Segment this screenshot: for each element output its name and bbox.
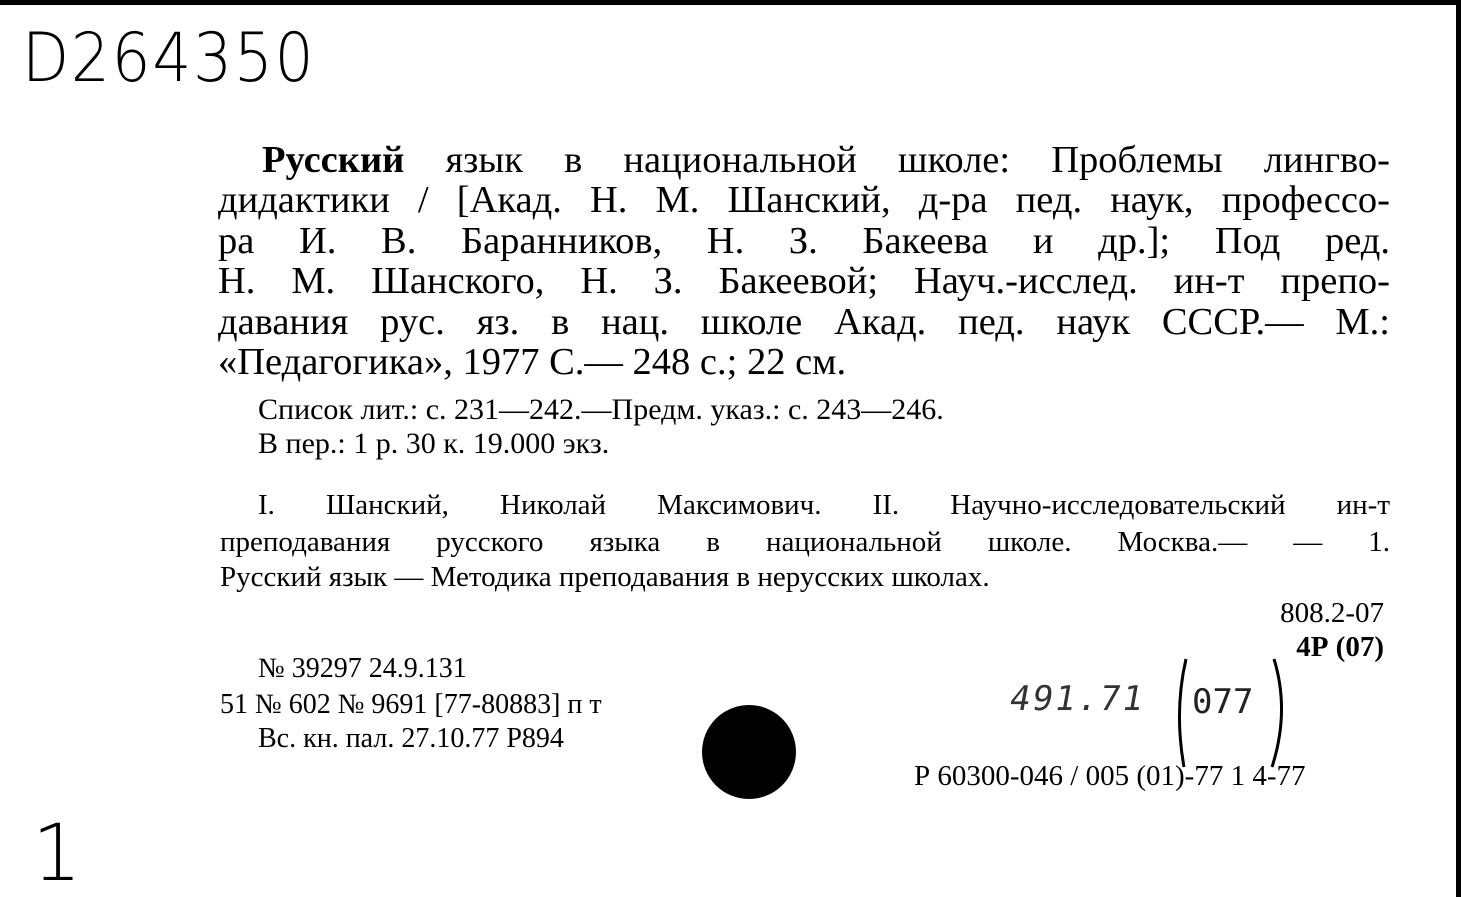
subject-line: преподавания русского языка в национальной школе. Москва.— — 1. [220, 526, 1390, 558]
meta-line-print: 51 № 602 № 9691 [77-80883] п т [220, 689, 602, 720]
handwritten-number: 1 [32, 809, 82, 899]
description-line: дидактики / [Акад. Н. М. Шанский, д-ра пед. наук, профессо- [218, 179, 1390, 221]
handwritten-bracket-text: 077 [1192, 682, 1254, 722]
bibliography-note: Список лит.: с. 231—242.—Предм. указ.: с. 243—246. [258, 393, 944, 426]
title-bold-word: Русский [262, 139, 405, 181]
price-note: В пер.: 1 р. 30 к. 19.000 экз. [258, 427, 610, 460]
handwritten-catalog-id: D264350 [22, 19, 316, 98]
handwritten-bracket [1170, 655, 1292, 771]
subject-line: Русский язык — Методика преподавания в нерусских школах. [220, 561, 990, 593]
title-rest: язык в национальной школе: Проблемы лингво- [404, 139, 1390, 181]
description-line: ра И. В. Баранников, Н. З. Бакеева и др.]; Под ред. [218, 220, 1390, 262]
classification-code: 808.2-07 [1280, 597, 1384, 629]
subject-line: I. Шанский, Николай Максимович. II. Научно-исследовательский ин-т [258, 489, 1390, 521]
punched-hole [702, 705, 796, 799]
handwritten-inventory-note: 491.71 [1006, 679, 1149, 719]
classification-code-bold: 4Р (07) [1296, 631, 1384, 663]
description-line: Н. М. Шанского, Н. З. Бакеевой; Науч.-исслед. ин-т препо- [218, 260, 1390, 302]
title-line [262, 141, 1390, 180]
description-line: «Педагогика», 1977 С.— 248 с.; 22 см. [218, 341, 847, 383]
description-line: давания рус. яз. в нац. школе Акад. пед. наук СССР.— М.: [218, 301, 1390, 343]
meta-line-number: № 39297 24.9.131 [258, 653, 467, 684]
shelf-code: Р 60300-046 / 005 (01)-77 1 4-77 [914, 760, 1306, 792]
meta-line-registry: Вс. кн. пал. 27.10.77 Р894 [258, 723, 564, 754]
